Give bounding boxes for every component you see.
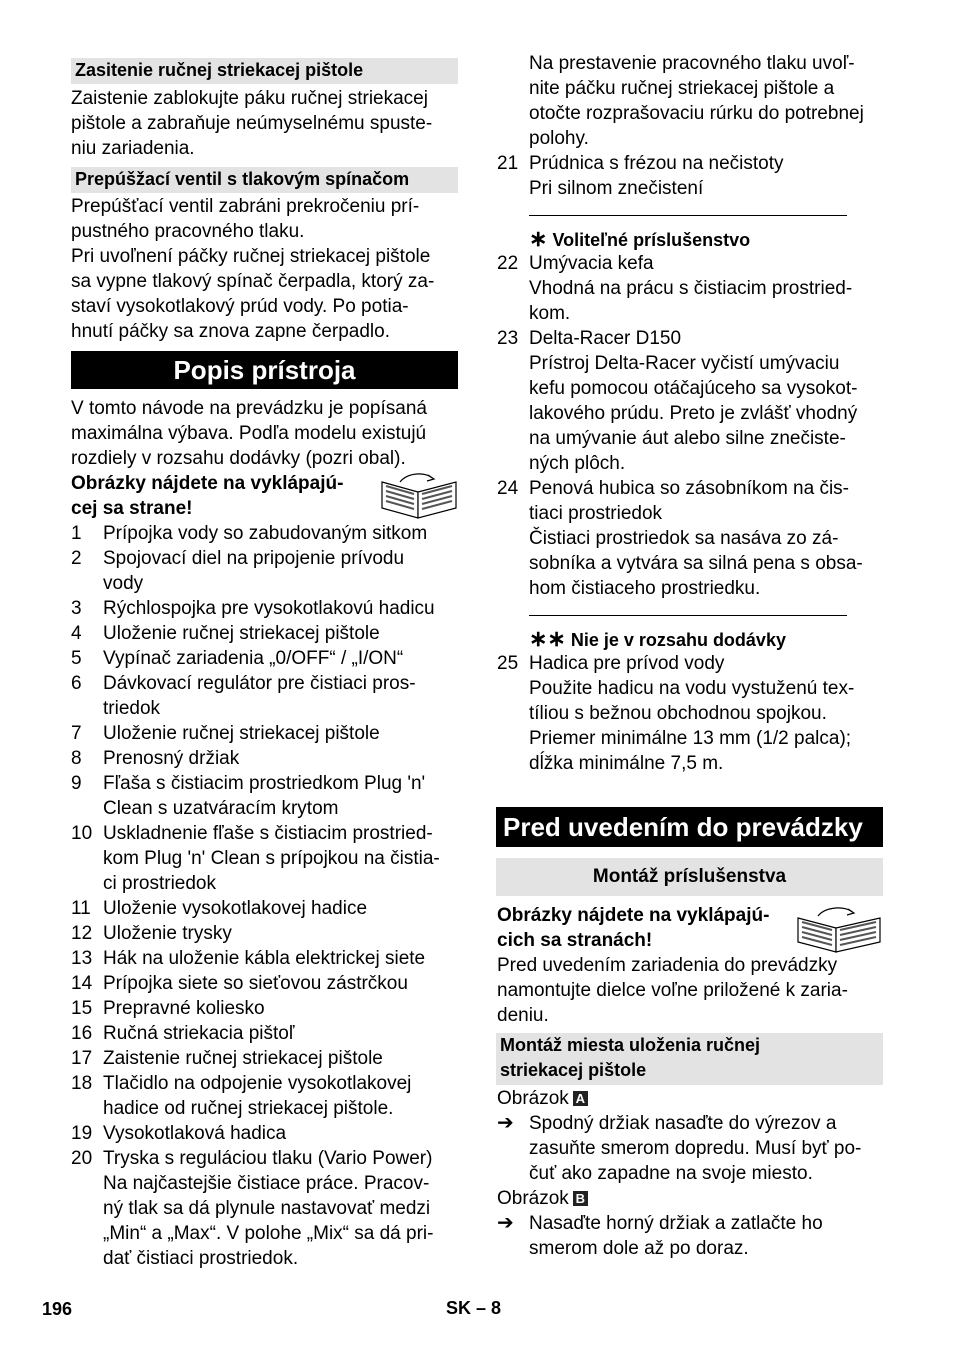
list-item-number: 7 xyxy=(71,723,82,744)
step-b xyxy=(529,1211,823,1261)
list-item-number: 5 xyxy=(71,648,82,669)
arrow-right-icon: ➔ xyxy=(497,1112,514,1134)
list-item-text: tíliou s bežnou obchodnou spojkou. xyxy=(529,703,827,724)
figures-note-2 xyxy=(497,903,769,953)
optional-accessories-heading xyxy=(529,226,750,253)
text-line: deniu. xyxy=(497,1005,549,1026)
list-item-text: Umývacia kefa xyxy=(529,253,654,274)
text-line: otočte rozprašovaciu rúrku do potrebnej xyxy=(529,103,864,124)
list-item-text: kom Plug 'n' Clean s prípojkou na čistia- xyxy=(103,848,440,869)
divider xyxy=(529,215,847,216)
text-line: V tomto návode na prevádzku je popísaná xyxy=(71,398,427,419)
subheading-bypass-valve: Prepúšžací ventil s tlakovým spínačom xyxy=(71,167,458,193)
list-item-number: 10 xyxy=(71,823,93,844)
list-item-text: ci prostriedok xyxy=(103,873,216,894)
text-line: cej sa strane! xyxy=(71,498,193,519)
list-item-text: ných plôch. xyxy=(529,453,626,474)
list-item-text: Hák na uloženie kábla elektrickej siete xyxy=(103,948,426,969)
list-item-text: Uloženie trysky xyxy=(103,923,232,944)
text-line: hnutí páčky sa znova zapne čerpadlo. xyxy=(71,321,390,342)
list-item-text: hadice od ručnej striekacej pištole. xyxy=(103,1098,394,1119)
list-item-text: sobníka a vytvára sa silná pena s obsa- xyxy=(529,553,863,574)
text-line: polohy. xyxy=(529,128,589,149)
text-line: Montáž miesta uloženia ručnej xyxy=(500,1035,761,1055)
list-item-text: triedok xyxy=(103,698,161,719)
text-line: staví vysokotlakový prúd vody. Po potia- xyxy=(71,296,409,317)
list-item-text: Vhodná na prácu s čistiacim prostried- xyxy=(529,278,853,299)
list-item-number: 12 xyxy=(71,923,93,944)
text-line: čuť ako zapadne na svoje miesto. xyxy=(529,1163,813,1184)
section-indicator: SK – 8 xyxy=(446,1298,502,1318)
list-item-text: Hadica pre prívod vody xyxy=(529,653,725,674)
not-included-heading xyxy=(529,626,786,653)
page-number: 196 xyxy=(42,1299,73,1319)
list-item-text: „Min“ a „Max“. V polohe „Mix“ sa dá pri- xyxy=(103,1223,434,1244)
list-item-text: dĺžka minimálne 7,5 m. xyxy=(529,753,724,774)
list-item-number: 19 xyxy=(71,1123,93,1144)
figure-b-ref xyxy=(497,1186,588,1211)
list-item-number: 4 xyxy=(71,623,82,644)
list-item-text: Prúdnica s frézou na nečistoty xyxy=(529,153,784,174)
list-item-number: 2 xyxy=(71,548,82,569)
text-line: striekacej pištole xyxy=(500,1060,647,1080)
list-item-number: 22 xyxy=(497,253,519,274)
text-line: Na prestavenie pracovného tlaku uvoľ- xyxy=(529,53,855,74)
list-item-text: Prenosný držiak xyxy=(103,748,240,769)
list-item-text: Prípojka siete so sieťovou zástrčkou xyxy=(103,973,408,994)
list-item-text: Rýchlospojka pre vysokotlakovú hadicu xyxy=(103,598,435,619)
list-item-number: 3 xyxy=(71,598,82,619)
text-line: Pri uvoľnení páčky ručnej striekacej pištole xyxy=(71,246,431,267)
text-line: pištole a zabraňuje neúmyselnému spuste- xyxy=(71,113,433,134)
arrow-right-icon: ➔ xyxy=(497,1212,514,1234)
list-item-text: Priemer minimálne 13 mm (1/2 palca); xyxy=(529,728,852,749)
text-line: rozdiely v rozsahu dodávky (pozri obal). xyxy=(71,448,406,469)
list-item-text: Penová hubica so zásobníkom na čis- xyxy=(529,478,850,499)
list-item-number: 14 xyxy=(71,973,93,994)
list-item-number: 24 xyxy=(497,478,519,499)
list-item-number: 25 xyxy=(497,653,519,674)
text-line: Zaistenie zablokujte páku ručnej striekacej xyxy=(71,88,428,109)
list-item-text: Clean s uzatváracím krytom xyxy=(103,798,339,819)
paragraph-trigger-lock xyxy=(71,86,432,161)
list-item-number: 18 xyxy=(71,1073,93,1094)
text-line: pustného pracovného tlaku. xyxy=(71,221,305,242)
list-item-number: 8 xyxy=(71,748,82,769)
asterisk-icon: ∗ xyxy=(529,226,548,251)
text-line: nite páčku ručnej striekacej pištole a xyxy=(529,78,835,99)
list-item-number: 17 xyxy=(71,1048,93,1069)
list-item-text: Uloženie ručnej striekacej pištole xyxy=(103,723,380,744)
list-item-text: Delta-Racer D150 xyxy=(529,328,682,349)
subheading-trigger-lock: Zasitenie ručnej striekacej pištole xyxy=(71,58,458,84)
list-item-text: vody xyxy=(103,573,144,594)
text-line: sa vypne tlakový spínač čerpadla, ktorý za- xyxy=(71,271,435,292)
list-item-text: ný tlak sa dá plynule nastavovať medzi xyxy=(103,1198,431,1219)
list-item-text: Vypínač zariadenia „0/OFF“ / „I/ON“ xyxy=(103,648,404,669)
list-item-text: Vysokotlaková hadica xyxy=(103,1123,287,1144)
step-a xyxy=(529,1111,861,1186)
list-item-text: Ručná striekacia pištoľ xyxy=(103,1023,295,1044)
paragraph-nozzle-continued xyxy=(529,51,864,151)
list-item-number: 9 xyxy=(71,773,82,794)
list-item-number: 21 xyxy=(497,153,519,174)
list-item-text: Čistiaci prostriedok sa nasáva zo zá- xyxy=(529,528,839,549)
text-line: zasuňte smerom dopredu. Musí byť po- xyxy=(529,1138,862,1159)
list-item-text: Pri silnom znečistení xyxy=(529,178,704,199)
list-item-text: Tryska s reguláciou tlaku (Vario Power) xyxy=(103,1148,433,1169)
double-asterisk-icon: ∗∗ xyxy=(529,626,566,651)
text-line: niu zariadenia. xyxy=(71,138,195,159)
list-item-text: hom čistiaceho prostriedku. xyxy=(529,578,761,599)
list-item-text: Fľaša s čistiacim prostriedkom Plug 'n' xyxy=(103,773,426,794)
subheading-accessory-mounting: Montáž príslušenstva xyxy=(496,858,883,896)
list-item-text: tiaci prostriedok xyxy=(529,503,663,524)
list-item-text: Uloženie vysokotlakovej hadice xyxy=(103,898,368,919)
figure-letter: A xyxy=(573,1091,588,1106)
text-line: Obrázky nájdete na vyklápajú- xyxy=(497,905,770,926)
list-item-text: Prístroj Delta-Racer vyčistí umývaciu xyxy=(529,353,840,374)
divider xyxy=(529,615,847,616)
heading-text: Voliteľné príslušenstvo xyxy=(552,230,751,250)
list-item-text: dať čistiaci prostriedok. xyxy=(103,1248,299,1269)
text-line: Nasaďte horný držiak a zatlačte ho xyxy=(529,1213,823,1234)
text-line: maximálna výbava. Podľa modelu existujú xyxy=(71,423,427,444)
text-line: namontujte dielce voľne priložené k zaria- xyxy=(497,980,848,1001)
text-line: smerom dole až po doraz. xyxy=(529,1238,749,1259)
text-line: Pred uvedením zariadenia do prevádzky xyxy=(497,955,838,976)
list-item-text: kom. xyxy=(529,303,571,324)
list-item-text: kefu pomocou otáčajúceho sa vysokot- xyxy=(529,378,858,399)
figures-note xyxy=(71,471,343,521)
list-item-text: Použite hadicu na vodu vystuženú tex- xyxy=(529,678,855,699)
text-line: cich sa stranách! xyxy=(497,930,653,951)
text-line: Obrázky nájdete na vyklápajú- xyxy=(71,473,344,494)
section-heading-before-operation: Pred uvedením do prevádzky xyxy=(496,807,883,847)
list-item-text: lakového prúdu. Preto je zvlášť vhodný xyxy=(529,403,858,424)
list-item-text: na umývanie áut alebo silne znečiste- xyxy=(529,428,846,449)
list-item-number: 1 xyxy=(71,523,82,544)
list-item-number: 23 xyxy=(497,328,519,349)
list-item-number: 15 xyxy=(71,998,93,1019)
list-item-text: Zaistenie ručnej striekacej pištole xyxy=(103,1048,383,1069)
list-item-text: Prepravné koliesko xyxy=(103,998,265,1019)
paragraph-mount-before xyxy=(497,953,848,1028)
heading-text: Nie je v rozsahu dodávky xyxy=(570,630,786,650)
list-item-text: Uloženie ručnej striekacej pištole xyxy=(103,623,380,644)
foldout-booklet-icon xyxy=(380,472,460,520)
paragraph-bypass-valve xyxy=(71,194,434,344)
figure-label: Obrázok xyxy=(497,1088,569,1109)
list-item-text: Dávkovací regulátor pre čistiaci pros- xyxy=(103,673,416,694)
list-item-number: 16 xyxy=(71,1023,93,1044)
section-heading-device-description: Popis prístroja xyxy=(71,351,458,389)
figure-letter: B xyxy=(573,1191,588,1206)
list-item-number: 13 xyxy=(71,948,93,969)
list-item-text: Tlačidlo na odpojenie vysokotlakovej xyxy=(103,1073,412,1094)
text-line: Spodný držiak nasaďte do výrezov a xyxy=(529,1113,837,1134)
paragraph-intro xyxy=(71,396,427,471)
list-item-number: 11 xyxy=(71,898,91,919)
list-item-text: Prípojka vody so zabudovaným sitkom xyxy=(103,523,428,544)
figure-a-ref xyxy=(497,1086,588,1111)
list-item-number: 6 xyxy=(71,673,82,694)
list-item-text: Spojovací diel na pripojenie prívodu xyxy=(103,548,405,569)
list-item-text: Uskladnenie fľaše s čistiacim prostried- xyxy=(103,823,433,844)
subheading-gun-holder-mounting xyxy=(496,1033,883,1085)
list-item-text: Na najčastejšie čistiace práce. Pracov- xyxy=(103,1173,430,1194)
foldout-booklet-icon xyxy=(796,906,884,954)
figure-label: Obrázok xyxy=(497,1188,569,1209)
list-item-number: 20 xyxy=(71,1148,93,1169)
text-line: Prepúšťací ventil zabráni prekročeniu prí- xyxy=(71,196,420,217)
